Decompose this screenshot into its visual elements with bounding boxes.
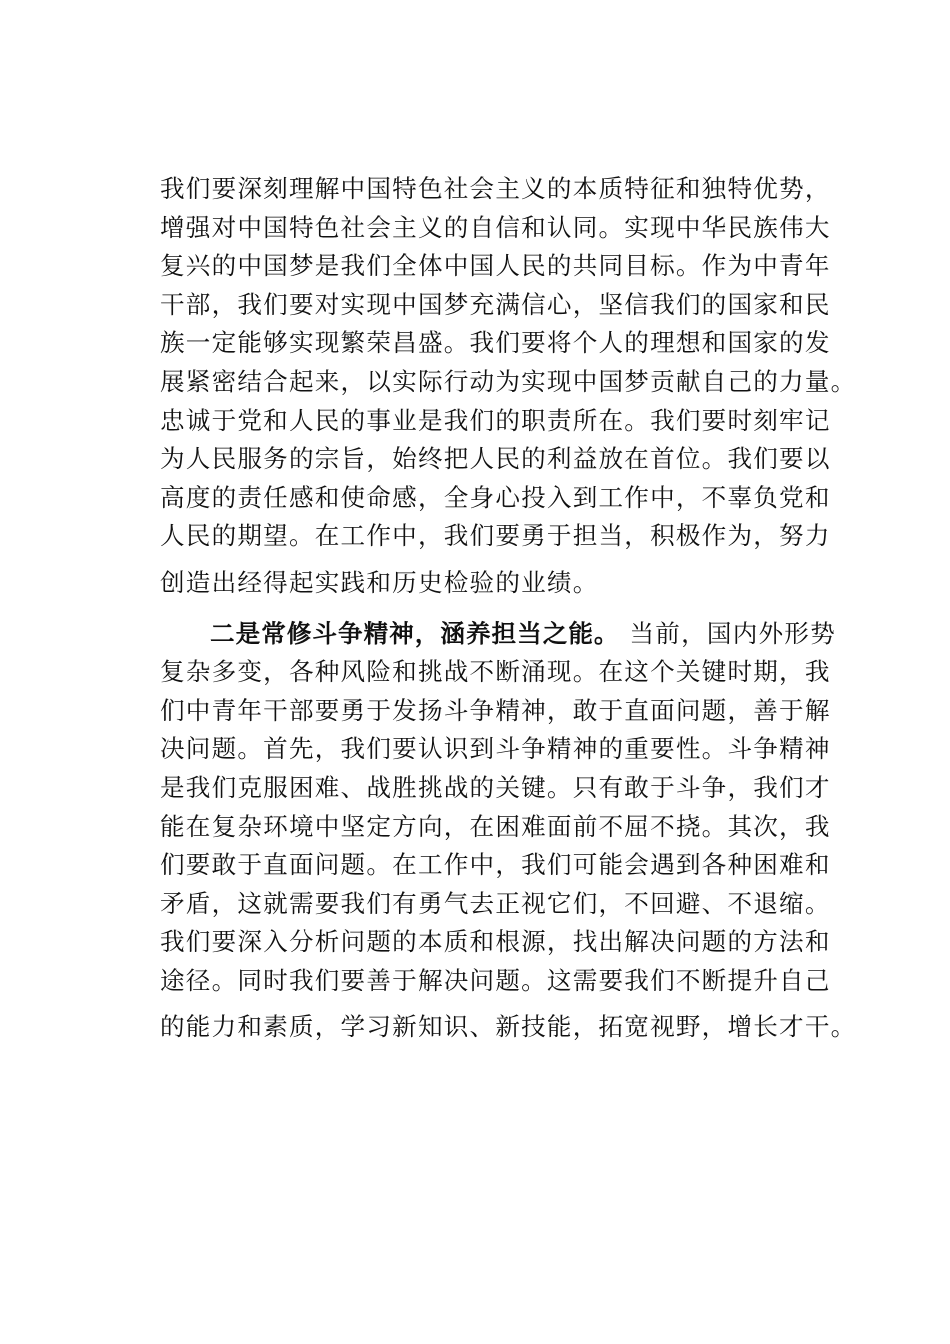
- text-line: 创造出经得起实践和历史检验的业绩。: [160, 567, 599, 597]
- text-line: 决问题。首先，我们要认识到斗争精神的重要性。斗争精神: [160, 734, 831, 764]
- text-line: 的能力和素质，学习新知识、新技能，拓宽视野，增长才干。: [160, 1012, 857, 1042]
- paragraph-2: [160, 615, 857, 1048]
- text-line: 族一定能够实现繁荣昌盛。我们要将个人的理想和国家的发: [160, 328, 831, 358]
- text-line: 我们要深刻理解中国特色社会主义的本质特征和独特优势，: [160, 174, 831, 203]
- text-line: 复杂多变，各种风险和挑战不断涌现。在这个关键时期，我: [160, 657, 831, 687]
- paragraph-1: [160, 170, 857, 603]
- document-body: [160, 170, 857, 1047]
- text-line: 忠诚于党和人民的事业是我们的职责所在。我们要时刻牢记: [160, 405, 831, 435]
- paragraph-first-line: [160, 615, 836, 654]
- text-line: 增强对中国特色社会主义的自信和认同。实现中华民族伟大: [160, 212, 831, 242]
- text-line: 矛盾，这就需要我们有勇气去正视它们，不回避、不退缩。: [160, 888, 831, 918]
- text-line: 复兴的中国梦是我们全体中国人民的共同目标。作为中青年: [160, 251, 831, 281]
- text-line: 干部，我们要对实现中国梦充满信心，坚信我们的国家和民: [160, 289, 831, 319]
- text-line: 们中青年干部要勇于发扬斗争精神，敢于直面问题，善于解: [160, 695, 831, 725]
- text-line: 人民的期望。在工作中，我们要勇于担当，积极作为，努力: [160, 521, 831, 551]
- text-line: 途径。同时我们要善于解决问题。这需要我们不断提升自己: [160, 965, 831, 995]
- section-heading: 二是常修斗争精神，涵养担当之能。: [210, 618, 620, 648]
- text-line: 们要敢于直面问题。在工作中，我们可能会遇到各种困难和: [160, 850, 831, 880]
- text-line: 是我们克服困难、战胜挑战的关键。只有敢于斗争，我们才: [160, 772, 831, 802]
- text-line: 能在复杂环境中坚定方向，在困难面前不屈不挠。其次，我: [160, 811, 831, 841]
- text-line: 为人民服务的宗旨，始终把人民的利益放在首位。我们要以: [160, 444, 831, 474]
- text-run: 当前，国内外形势: [629, 618, 836, 648]
- text-line: 展紧密结合起来，以实际行动为实现中国梦贡献自己的力量。: [160, 366, 857, 396]
- text-line: 我们要深入分析问题的本质和根源，找出解决问题的方法和: [160, 927, 831, 957]
- text-line: 高度的责任感和使命感，全身心投入到工作中，不辜负党和: [160, 482, 831, 512]
